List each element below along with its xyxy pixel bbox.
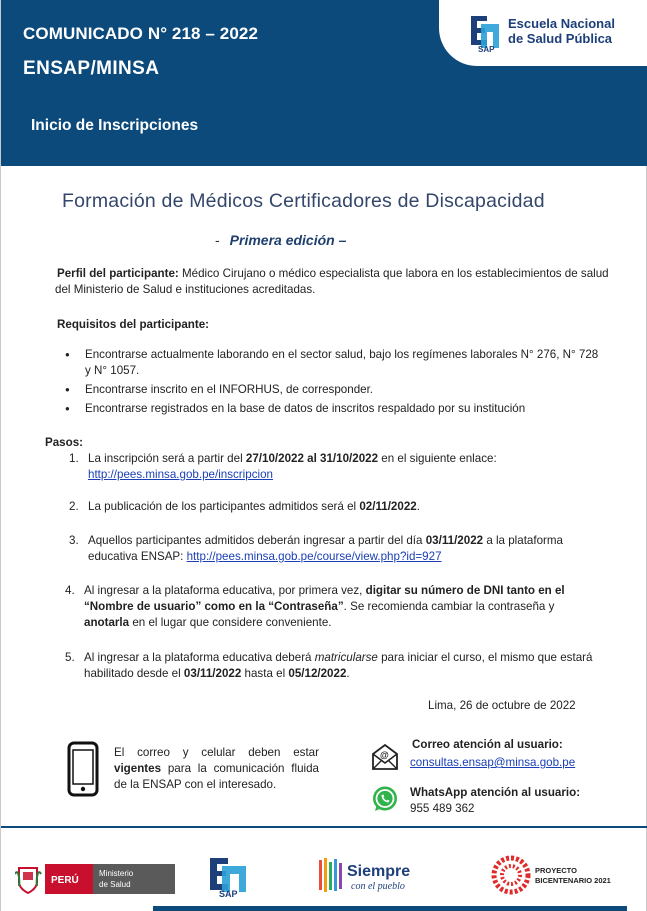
step-4 (65, 583, 625, 633)
svg-text:@: @ (380, 750, 389, 760)
step-text: . (416, 500, 420, 513)
list-item: ● Encontrarse inscrito en el INFORHUS, de corresponder. (65, 382, 605, 398)
step-text: . Se recomienda cambiar la contraseña y (343, 600, 555, 613)
svg-text:de Salud: de Salud (99, 880, 131, 889)
logo-line-2: de Salud Pública (508, 31, 613, 46)
svg-text:Siempre: Siempre (347, 863, 411, 880)
list-item: ● Encontrarse actualmente laborando en el sector salud, bajo los regímenes laborales N° 276, N° 728 y N° 1057. (65, 347, 605, 379)
step-bold-text: anotarla (84, 616, 130, 629)
peru-ministerio-logo (15, 860, 177, 896)
svg-text:PERÚ: PERÚ (51, 875, 79, 886)
step-number: 5. (65, 651, 75, 664)
step-text: La inscripción será a partir del (88, 452, 246, 465)
footer-divider (1, 826, 647, 828)
phone-icon (67, 741, 99, 797)
communique-subject: Inicio de Inscripciones (31, 117, 199, 134)
ensap-logo-icon (467, 12, 503, 52)
step-text: en el lugar que considere conveniente. (129, 616, 332, 629)
note-text: para la comunicación fluida de la ENSAP con el interesado. (114, 762, 319, 791)
course-title: Formación de Médicos Certificadores de Discapacidad (62, 190, 545, 212)
step-dates: 27/10/2022 al 31/10/2022 (245, 452, 379, 465)
step-text: Al ingresar a la plataforma educativa, por primera vez, (84, 584, 366, 597)
ensap-logo (439, 0, 647, 66)
step-text: educativa ENSAP: (88, 550, 187, 563)
svg-text:con el pueblo: con el pueblo (351, 881, 405, 892)
step-2 (69, 499, 609, 517)
step-text: Al ingresar a la plataforma educativa deberá (84, 651, 315, 664)
note-bold: vigentes (114, 762, 162, 775)
ensap-footer-logo-icon (206, 854, 252, 898)
siempre-con-el-pueblo-logo (317, 856, 432, 896)
step-number: 2. (69, 500, 79, 513)
profile-text-2: del Ministerio de Salud e instituciones acreditadas. (55, 283, 316, 296)
step-number: 3. (69, 534, 79, 547)
bicentenario-logo (491, 855, 631, 895)
svg-text:Ministerio: Ministerio (99, 869, 134, 878)
whatsapp-icon (371, 785, 399, 813)
svg-text:SAP: SAP (478, 45, 495, 52)
step-date: 02/11/2022 (359, 500, 417, 513)
step-text: La publicación de los participantes admitidos será el (88, 500, 360, 513)
bicentenario-icon (494, 858, 528, 892)
step-text: Aquellos participantes admitidos deberán ingresar a partir del día (88, 534, 426, 547)
step-text: . (346, 667, 350, 680)
profile-text-1: Médico Cirujano o médico especialista que labora en los establecimientos de salud (178, 267, 609, 280)
step-text: hasta el (241, 667, 289, 680)
step-5 (65, 650, 625, 684)
svg-text:BICENTENARIO 2021: BICENTENARIO 2021 (535, 876, 611, 885)
step-date: 03/11/2022 (425, 534, 484, 547)
whatsapp-heading: WhatsApp atención al usuario: (410, 786, 581, 799)
step-date: 03/11/2022 (183, 667, 242, 680)
step-text: habilitado desde el (84, 667, 184, 680)
logo-line-1: Escuela Nacional (508, 16, 615, 31)
edition-text: Primera edición – (229, 232, 347, 248)
note-text: El correo y celular deben estar (114, 746, 319, 759)
communique-number: COMUNICADO N° 218 – 2022 (23, 24, 258, 43)
profile-label: Perfil del participante: (57, 267, 179, 280)
step-bold-text: digitar su número de DNI tanto en el (365, 584, 565, 597)
step-text: en el siguiente enlace: (378, 452, 497, 465)
mail-icon (370, 742, 400, 772)
step-text: para iniciar el curso, el mismo que estará (377, 651, 593, 664)
step-1 (69, 451, 609, 485)
step-bold-text: “Nombre de usuario” como en la “Contraseña” (84, 600, 344, 613)
email-link[interactable]: consultas.ensap@minsa.gob.pe (410, 756, 576, 769)
header-banner (1, 0, 647, 166)
registration-link[interactable]: http://pees.minsa.gob.pe/inscripcion (88, 468, 273, 481)
list-item: ● Encontrarse registrados en la base de datos de inscritos respaldado por su institución (65, 401, 605, 417)
footer-bar (153, 906, 627, 911)
svg-text:SAP: SAP (219, 889, 238, 898)
mail-heading: Correo atención al usuario: (412, 738, 563, 751)
participant-profile (57, 266, 631, 298)
contact-note (114, 745, 319, 793)
step-text: a la plataforma (483, 534, 564, 547)
svg-text:PROYECTO: PROYECTO (535, 866, 577, 875)
organization-name: ENSAP/MINSA (23, 58, 160, 79)
whatsapp-number: 955 489 362 (410, 802, 475, 815)
step-3 (69, 533, 609, 567)
edition-label (215, 232, 346, 248)
step-number: 1. (69, 452, 79, 465)
step-italic-text: matricularse (314, 651, 378, 664)
ensap-logo-text (508, 16, 615, 46)
step-number: 4. (65, 584, 75, 597)
steps-heading: Pasos: (45, 436, 84, 449)
step-date: 05/12/2022 (288, 667, 347, 680)
requirements-heading: Requisitos del participante: (57, 318, 210, 331)
edition-dash: - (215, 232, 220, 248)
course-link[interactable]: http://pees.minsa.gob.pe/course/view.php?id=927 (186, 550, 442, 563)
peru-shield-icon (15, 868, 41, 893)
issue-date: Lima, 26 de octubre de 2022 (428, 699, 576, 712)
requirements-list (65, 347, 605, 420)
